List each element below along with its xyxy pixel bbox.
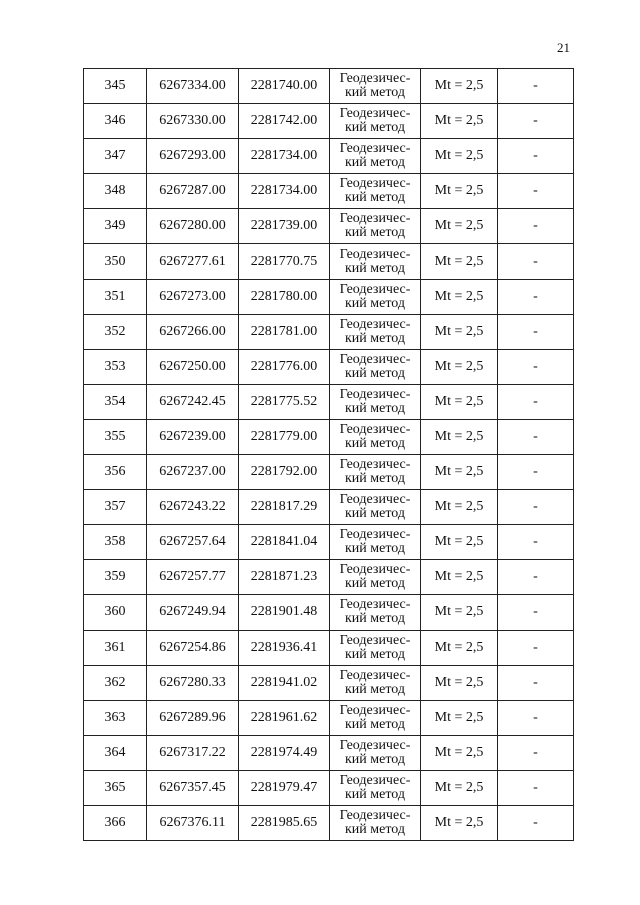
accuracy-cell: Mt = 2,5 <box>421 419 498 454</box>
note-cell: - <box>498 735 574 770</box>
method-line-2: кий метод <box>344 330 405 346</box>
note-cell: - <box>498 490 574 525</box>
point-number-cell: 350 <box>84 244 147 279</box>
accuracy-cell: Mt = 2,5 <box>421 209 498 244</box>
method-cell <box>330 770 421 805</box>
method-line-1: Геодезичес- <box>339 597 411 613</box>
y-coordinate-cell: 2281779.00 <box>239 419 330 454</box>
note-cell: - <box>498 419 574 454</box>
x-coordinate-cell: 6267257.64 <box>147 525 239 560</box>
method-line-1: Геодезичес- <box>339 737 411 753</box>
accuracy-cell: Mt = 2,5 <box>421 69 498 104</box>
method-cell <box>330 805 421 840</box>
method-line-1: Геодезичес- <box>339 386 411 402</box>
method-line-1: Геодезичес- <box>339 457 411 473</box>
method-line-1: Геодезичес- <box>339 106 411 122</box>
table-row <box>84 279 574 314</box>
y-coordinate-cell: 2281781.00 <box>239 314 330 349</box>
accuracy-cell: Mt = 2,5 <box>421 525 498 560</box>
y-coordinate-cell: 2281985.65 <box>239 805 330 840</box>
method-cell <box>330 630 421 665</box>
method-line-1: Геодезичес- <box>339 772 411 788</box>
method-cell <box>330 525 421 560</box>
x-coordinate-cell: 6267277.61 <box>147 244 239 279</box>
method-line-2: кий метод <box>344 786 405 802</box>
method-line-2: кий метод <box>344 541 405 557</box>
method-cell <box>330 490 421 525</box>
page-number: 21 <box>557 40 570 55</box>
x-coordinate-cell: 6267254.86 <box>147 630 239 665</box>
method-line-1: Геодезичес- <box>339 808 411 824</box>
method-line-2: кий метод <box>344 295 405 311</box>
method-cell <box>330 349 421 384</box>
method-line-2: кий метод <box>344 822 405 838</box>
point-number-cell: 354 <box>84 384 147 419</box>
point-number-cell: 364 <box>84 735 147 770</box>
x-coordinate-cell: 6267357.45 <box>147 770 239 805</box>
point-number-cell: 353 <box>84 349 147 384</box>
method-line-2: кий метод <box>344 576 405 592</box>
method-line-2: кий метод <box>344 646 405 662</box>
point-number-cell: 362 <box>84 665 147 700</box>
method-line-2: кий метод <box>344 611 405 627</box>
x-coordinate-cell: 6267257.77 <box>147 560 239 595</box>
point-number-cell: 361 <box>84 630 147 665</box>
method-cell <box>330 279 421 314</box>
x-coordinate-cell: 6267289.96 <box>147 700 239 735</box>
table-row <box>84 595 574 630</box>
accuracy-cell: Mt = 2,5 <box>421 384 498 419</box>
note-cell: - <box>498 384 574 419</box>
accuracy-cell: Mt = 2,5 <box>421 349 498 384</box>
method-cell <box>330 209 421 244</box>
method-cell <box>330 735 421 770</box>
method-line-2: кий метод <box>344 260 405 276</box>
y-coordinate-cell: 2281770.75 <box>239 244 330 279</box>
point-number-cell: 366 <box>84 805 147 840</box>
y-coordinate-cell: 2281740.00 <box>239 69 330 104</box>
accuracy-cell: Mt = 2,5 <box>421 104 498 139</box>
table-row <box>84 384 574 419</box>
accuracy-cell: Mt = 2,5 <box>421 174 498 209</box>
method-line-2: кий метод <box>344 751 405 767</box>
method-cell <box>330 455 421 490</box>
y-coordinate-cell: 2281936.41 <box>239 630 330 665</box>
table-row <box>84 665 574 700</box>
accuracy-cell: Mt = 2,5 <box>421 595 498 630</box>
table-row <box>84 139 574 174</box>
method-line-2: кий метод <box>344 400 405 416</box>
table-row <box>84 700 574 735</box>
x-coordinate-cell: 6267293.00 <box>147 139 239 174</box>
note-cell: - <box>498 700 574 735</box>
x-coordinate-cell: 6267330.00 <box>147 104 239 139</box>
point-number-cell: 357 <box>84 490 147 525</box>
method-cell <box>330 560 421 595</box>
method-line-1: Геодезичес- <box>339 211 411 227</box>
method-cell <box>330 69 421 104</box>
method-cell <box>330 244 421 279</box>
method-line-1: Геодезичес- <box>339 351 411 367</box>
accuracy-cell: Mt = 2,5 <box>421 139 498 174</box>
x-coordinate-cell: 6267237.00 <box>147 455 239 490</box>
x-coordinate-cell: 6267273.00 <box>147 279 239 314</box>
method-line-2: кий метод <box>344 120 405 136</box>
note-cell: - <box>498 630 574 665</box>
method-line-1: Геодезичес- <box>339 71 411 87</box>
method-line-1: Геодезичес- <box>339 176 411 192</box>
method-line-1: Геодезичес- <box>339 281 411 297</box>
method-cell <box>330 384 421 419</box>
method-line-1: Геодезичес- <box>339 632 411 648</box>
x-coordinate-cell: 6267317.22 <box>147 735 239 770</box>
coordinates-table-body <box>84 69 574 841</box>
note-cell: - <box>498 174 574 209</box>
table-row <box>84 244 574 279</box>
note-cell: - <box>498 770 574 805</box>
point-number-cell: 358 <box>84 525 147 560</box>
y-coordinate-cell: 2281792.00 <box>239 455 330 490</box>
table-row <box>84 455 574 490</box>
note-cell: - <box>498 665 574 700</box>
accuracy-cell: Mt = 2,5 <box>421 630 498 665</box>
accuracy-cell: Mt = 2,5 <box>421 455 498 490</box>
method-cell <box>330 104 421 139</box>
table-row <box>84 104 574 139</box>
note-cell: - <box>498 805 574 840</box>
x-coordinate-cell: 6267280.00 <box>147 209 239 244</box>
y-coordinate-cell: 2281739.00 <box>239 209 330 244</box>
x-coordinate-cell: 6267280.33 <box>147 665 239 700</box>
point-number-cell: 345 <box>84 69 147 104</box>
point-number-cell: 356 <box>84 455 147 490</box>
method-line-1: Геодезичес- <box>339 492 411 508</box>
x-coordinate-cell: 6267242.45 <box>147 384 239 419</box>
accuracy-cell: Mt = 2,5 <box>421 314 498 349</box>
method-cell <box>330 700 421 735</box>
y-coordinate-cell: 2281817.29 <box>239 490 330 525</box>
x-coordinate-cell: 6267250.00 <box>147 349 239 384</box>
point-number-cell: 359 <box>84 560 147 595</box>
point-number-cell: 349 <box>84 209 147 244</box>
accuracy-cell: Mt = 2,5 <box>421 665 498 700</box>
note-cell: - <box>498 104 574 139</box>
y-coordinate-cell: 2281780.00 <box>239 279 330 314</box>
table-row <box>84 69 574 104</box>
method-line-1: Геодезичес- <box>339 562 411 578</box>
method-cell <box>330 174 421 209</box>
y-coordinate-cell: 2281901.48 <box>239 595 330 630</box>
note-cell: - <box>498 314 574 349</box>
x-coordinate-cell: 6267243.22 <box>147 490 239 525</box>
x-coordinate-cell: 6267266.00 <box>147 314 239 349</box>
accuracy-cell: Mt = 2,5 <box>421 244 498 279</box>
note-cell: - <box>498 279 574 314</box>
x-coordinate-cell: 6267239.00 <box>147 419 239 454</box>
note-cell: - <box>498 455 574 490</box>
point-number-cell: 355 <box>84 419 147 454</box>
y-coordinate-cell: 2281734.00 <box>239 139 330 174</box>
method-line-2: кий метод <box>344 225 405 241</box>
y-coordinate-cell: 2281941.02 <box>239 665 330 700</box>
table-row <box>84 525 574 560</box>
x-coordinate-cell: 6267376.11 <box>147 805 239 840</box>
note-cell: - <box>498 560 574 595</box>
method-line-2: кий метод <box>344 85 405 101</box>
method-line-2: кий метод <box>344 155 405 171</box>
table-row <box>84 209 574 244</box>
note-cell: - <box>498 139 574 174</box>
point-number-cell: 347 <box>84 139 147 174</box>
note-cell: - <box>498 69 574 104</box>
table-row <box>84 349 574 384</box>
method-line-1: Геодезичес- <box>339 702 411 718</box>
method-line-2: кий метод <box>344 716 405 732</box>
method-line-1: Геодезичес- <box>339 246 411 262</box>
note-cell: - <box>498 244 574 279</box>
y-coordinate-cell: 2281974.49 <box>239 735 330 770</box>
table-row <box>84 174 574 209</box>
method-cell <box>330 139 421 174</box>
accuracy-cell: Mt = 2,5 <box>421 560 498 595</box>
y-coordinate-cell: 2281841.04 <box>239 525 330 560</box>
table-row <box>84 735 574 770</box>
note-cell: - <box>498 525 574 560</box>
table-row <box>84 314 574 349</box>
table-row <box>84 560 574 595</box>
table-row <box>84 805 574 840</box>
method-line-1: Геодезичес- <box>339 141 411 157</box>
point-number-cell: 346 <box>84 104 147 139</box>
y-coordinate-cell: 2281961.62 <box>239 700 330 735</box>
accuracy-cell: Mt = 2,5 <box>421 279 498 314</box>
point-number-cell: 363 <box>84 700 147 735</box>
method-cell <box>330 419 421 454</box>
table-row <box>84 630 574 665</box>
method-cell <box>330 314 421 349</box>
method-line-2: кий метод <box>344 190 405 206</box>
table-row <box>84 490 574 525</box>
method-line-2: кий метод <box>344 681 405 697</box>
accuracy-cell: Mt = 2,5 <box>421 490 498 525</box>
y-coordinate-cell: 2281775.52 <box>239 384 330 419</box>
method-line-1: Геодезичес- <box>339 316 411 332</box>
point-number-cell: 351 <box>84 279 147 314</box>
accuracy-cell: Mt = 2,5 <box>421 735 498 770</box>
x-coordinate-cell: 6267334.00 <box>147 69 239 104</box>
y-coordinate-cell: 2281742.00 <box>239 104 330 139</box>
note-cell: - <box>498 349 574 384</box>
accuracy-cell: Mt = 2,5 <box>421 770 498 805</box>
y-coordinate-cell: 2281979.47 <box>239 770 330 805</box>
point-number-cell: 360 <box>84 595 147 630</box>
point-number-cell: 348 <box>84 174 147 209</box>
note-cell: - <box>498 209 574 244</box>
method-cell <box>330 595 421 630</box>
accuracy-cell: Mt = 2,5 <box>421 805 498 840</box>
table-row <box>84 419 574 454</box>
method-line-1: Геодезичес- <box>339 527 411 543</box>
accuracy-cell: Mt = 2,5 <box>421 700 498 735</box>
table-row <box>84 770 574 805</box>
x-coordinate-cell: 6267287.00 <box>147 174 239 209</box>
method-line-1: Геодезичес- <box>339 421 411 437</box>
note-cell: - <box>498 595 574 630</box>
y-coordinate-cell: 2281776.00 <box>239 349 330 384</box>
method-line-2: кий метод <box>344 471 405 487</box>
method-line-2: кий метод <box>344 506 405 522</box>
coordinates-table <box>83 68 574 841</box>
method-line-2: кий метод <box>344 365 405 381</box>
point-number-cell: 365 <box>84 770 147 805</box>
x-coordinate-cell: 6267249.94 <box>147 595 239 630</box>
method-cell <box>330 665 421 700</box>
method-line-2: кий метод <box>344 435 405 451</box>
point-number-cell: 352 <box>84 314 147 349</box>
y-coordinate-cell: 2281734.00 <box>239 174 330 209</box>
y-coordinate-cell: 2281871.23 <box>239 560 330 595</box>
method-line-1: Геодезичес- <box>339 667 411 683</box>
